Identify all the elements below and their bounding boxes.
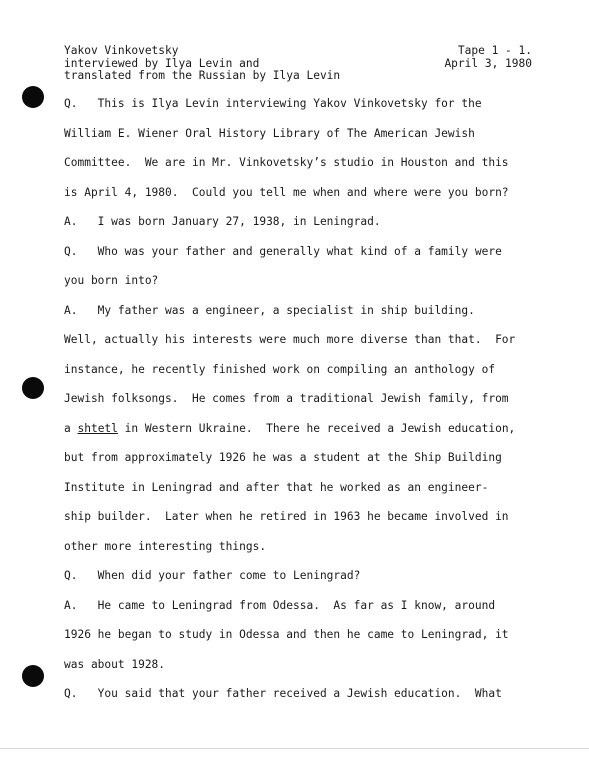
line-prefix: a (64, 422, 78, 435)
underlined-word: shtetl (77, 422, 118, 435)
transcript-line: Q. Who was your father and generally what kind of a family were (64, 245, 502, 258)
punch-hole-middle (22, 377, 44, 399)
transcript-line: 1926 he began to study in Odessa and then he came to Leningrad, it (64, 628, 509, 641)
transcript-line: ship builder. Later when he retired in 1963 he became involved in (64, 510, 509, 523)
line-rest: in Western Ukraine. There he received a Jewish education, (117, 422, 516, 435)
interview-date: April 3, 1980 (444, 56, 532, 70)
interviewer-credit: interviewed by Ilya Levin and (64, 56, 260, 70)
tape-info (424, 45, 532, 70)
transcript-line: you born into? (64, 274, 159, 287)
transcript-line: Well, actually his interests were much more diverse than that. For (64, 333, 516, 346)
tape-number: Tape 1 - 1. (457, 44, 532, 57)
transcript-line: A. I was born January 27, 1938, in Leningrad. (64, 215, 381, 228)
punch-hole-top (22, 86, 44, 108)
interviewee-name: Yakov Vinkovetsky (64, 44, 179, 57)
transcript-line: was about 1928. (64, 658, 166, 671)
transcript-line: Institute in Leningrad and after that he worked as an engineer- (64, 481, 489, 494)
transcript-line: Committee. We are in Mr. Vinkovetsky’s studio in Houston and this (64, 156, 509, 169)
punch-hole-bottom (22, 665, 44, 687)
transcript-line: Q. This is Ilya Levin interviewing Yakov Vinkovetsky for the (64, 97, 482, 110)
interview-credits (64, 45, 340, 83)
transcript-line: is April 4, 1980. Could you tell me when and where were you born? (64, 186, 509, 199)
transcript-line: William E. Wiener Oral History Library of The American Jewish (64, 127, 475, 140)
transcript-line: A. He came to Leningrad from Odessa. As far as I know, around (64, 599, 496, 612)
transcript-line: Q. You said that your father received a Jewish education. What (64, 687, 502, 700)
transcript-line: Q. When did your father come to Leningrad? (64, 569, 361, 582)
transcript-line: A. My father was a engineer, a specialist in ship building. (64, 304, 475, 317)
transcript-line: other more interesting things. (64, 540, 267, 553)
translator-credit: translated from the Russian by Ilya Levin (64, 69, 341, 82)
page-edge (0, 748, 589, 749)
transcript-line: Jewish folksongs. He comes from a traditional Jewish family, from (64, 392, 509, 405)
transcript-line: instance, he recently finished work on compiling an anthology of (64, 363, 496, 376)
transcript-line-shtetl (64, 421, 515, 437)
transcript-line: but from approximately 1926 he was a student at the Ship Building (64, 451, 502, 464)
